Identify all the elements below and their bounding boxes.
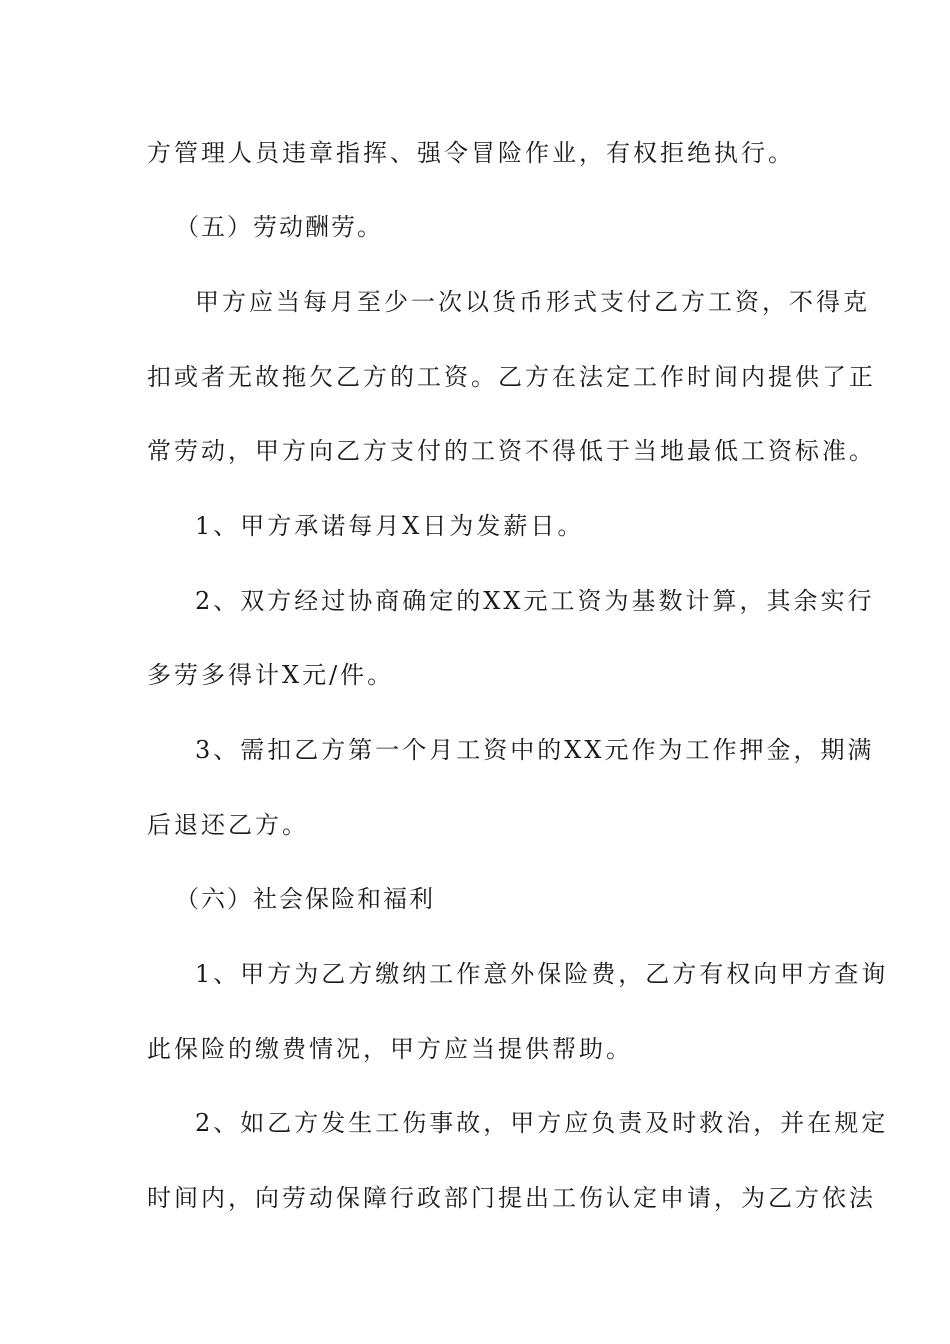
paragraph-line: 多劳多得计X元/件。 bbox=[147, 661, 395, 689]
paragraph-line: 甲方应当每月至少一次以货币形式支付乙方工资，不得克 bbox=[195, 288, 870, 316]
list-item: 1、甲方为乙方缴纳工作意外保险费，乙方有权向甲方查询 bbox=[195, 960, 889, 988]
section-heading: （五）劳动酬劳。 bbox=[175, 213, 383, 241]
paragraph-line: 后退还乙方。 bbox=[147, 811, 309, 839]
paragraph-line: 方管理人员违章指挥、强令冒险作业，有权拒绝执行。 bbox=[147, 139, 795, 167]
paragraph-line: 扣或者无故拖欠乙方的工资。乙方在法定工作时间内提供了正 bbox=[147, 363, 876, 391]
list-item: 2、如乙方发生工伤事故，甲方应负责及时救治，并在规定 bbox=[195, 1109, 889, 1137]
paragraph-line: 此保险的缴费情况，甲方应当提供帮助。 bbox=[147, 1035, 633, 1063]
list-item: 1、甲方承诺每月X日为发薪日。 bbox=[195, 512, 585, 540]
paragraph-line: 常劳动，甲方向乙方支付的工资不得低于当地最低工资标准。 bbox=[147, 437, 876, 465]
list-item: 3、需扣乙方第一个月工资中的XX元作为工作押金，期满 bbox=[195, 736, 875, 764]
section-heading: （六）社会保险和福利 bbox=[175, 885, 435, 913]
list-item: 2、双方经过协商确定的XX元工资为基数计算，其余实行 bbox=[195, 587, 875, 615]
paragraph-line: 时间内，向劳动保障行政部门提出工伤认定申请，为乙方依法 bbox=[147, 1184, 876, 1212]
